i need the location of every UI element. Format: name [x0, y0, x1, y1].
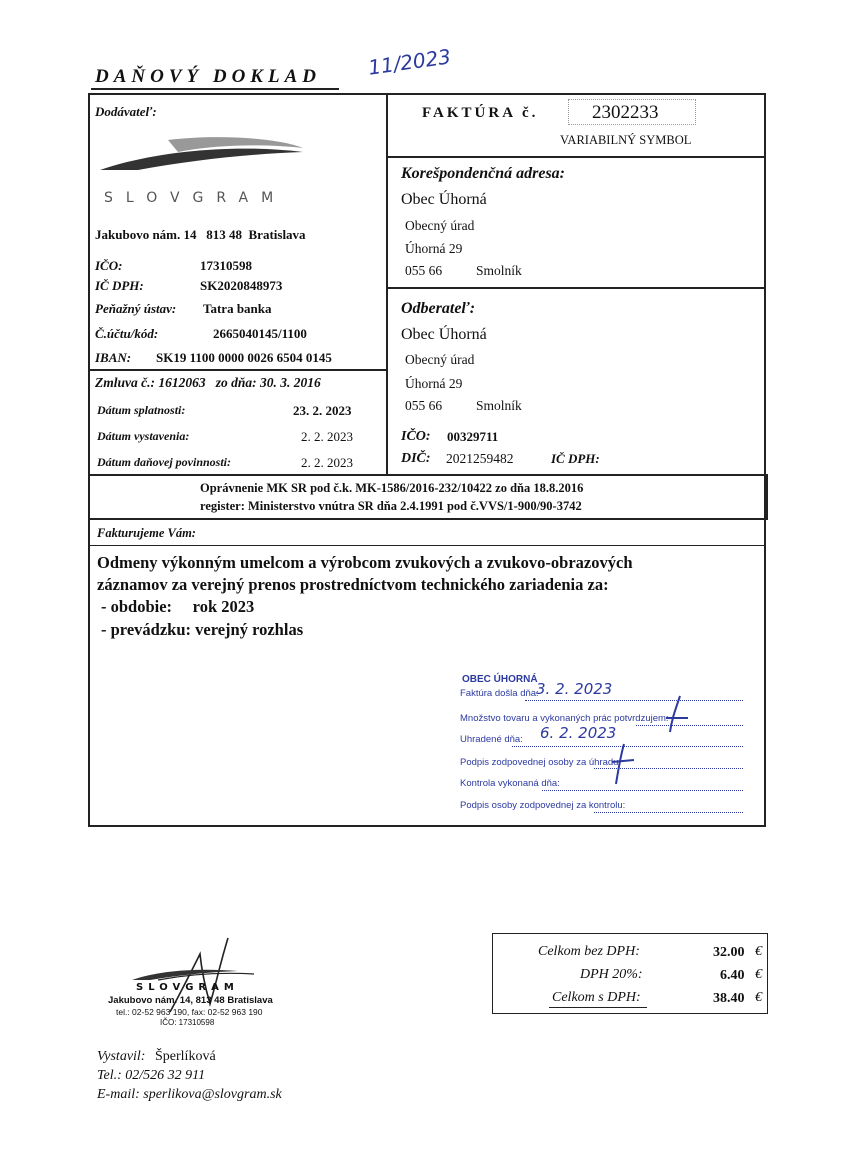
correspondence-line2: Úhorná 29: [405, 241, 463, 256]
billing-text-3: - obdobie: rok 2023: [101, 597, 255, 616]
customer-city: Smolník: [476, 398, 522, 413]
supplier-bank: Tatra banka: [203, 301, 272, 316]
issuer-name: Šperlíková: [155, 1049, 216, 1064]
issuer-email: E-mail: sperlikova@slovgram.sk: [97, 1087, 282, 1102]
title-underline: [91, 88, 339, 90]
stamp-row6-dots: [594, 812, 743, 813]
contract-divider: [88, 369, 386, 371]
supplier-address: Jakubovo nám. 14 813 48 Bratislava: [95, 227, 306, 242]
frame-top: [88, 93, 764, 95]
authorization-line1: Oprávnenie MK SR pod č.k. MK-1586/2016-232/10422 zo dňa 18.8.2016: [200, 481, 584, 495]
stamp-signature: [600, 688, 700, 798]
vat-amount: 6.40: [720, 968, 745, 983]
issuer-label: Vystavil:: [97, 1049, 146, 1064]
total-without-vat: 32.00: [713, 945, 745, 960]
correspondence-name: Obec Úhorná: [401, 191, 487, 208]
supplier-icdph-label: IČ DPH:: [95, 278, 144, 293]
stamp-row5: Kontrola vykonaná dňa:: [460, 778, 560, 789]
billing-heading: Fakturujeme Vám:: [97, 526, 196, 540]
footer-stamp-ico: IČO: 17310598: [160, 1018, 215, 1027]
supplier-iban: SK19 1100 0000 0026 6504 0145: [156, 350, 332, 365]
tax-date-label: Dátum daňovej povinnosti:: [97, 455, 232, 469]
total-without-vat-label: Celkom bez DPH:: [538, 944, 640, 959]
stamp-row4: Podpis zodpovednej osoby za úhradu:: [460, 757, 622, 768]
customer-dic-label: DIČ:: [401, 451, 431, 466]
customer-ico: 00329711: [447, 429, 499, 444]
frame-left: [88, 93, 90, 826]
frame-bottom: [88, 825, 766, 827]
issue-date-label: Dátum vystavenia:: [97, 429, 190, 443]
currency-1: €: [755, 944, 762, 959]
stamp-title: OBEC ÚHORNÁ: [462, 674, 538, 685]
billing-divider: [88, 545, 766, 546]
customer-line2: Úhorná 29: [405, 376, 463, 391]
billing-text-4: - prevádzku: verejný rozhlas: [101, 620, 304, 639]
correspondence-heading: Korešpondenčná adresa:: [401, 165, 566, 182]
stamp-row3: Uhradené dňa:: [460, 734, 523, 745]
due-date-label: Dátum splatnosti:: [97, 403, 186, 417]
supplier-bank-label: Peňažný ústav:: [95, 301, 177, 316]
billing-text-2: záznamov za verejný prenos prostredníctvom technického zariadenia za:: [97, 575, 609, 594]
total-with-vat-label: Celkom s DPH:: [552, 990, 641, 1005]
slovgram-logo-text: SLOVGRAM: [104, 190, 287, 206]
customer-ico-label: IČO:: [401, 429, 431, 444]
supplier-icdph: SK2020848973: [200, 278, 283, 293]
footer-stamp-address: Jakubovo nám. 14, 813 48 Bratislava: [108, 995, 273, 1006]
currency-2: €: [755, 967, 762, 982]
supplier-account: 2665040145/1100: [213, 326, 307, 341]
customer-icdph-label: IČ DPH:: [551, 451, 600, 466]
variable-symbol-label: VARIABILNÝ SYMBOL: [560, 133, 692, 147]
authorization-line2: register: Ministerstvo vnútra SR dňa 2.4.1991 pod č.VVS/1-900/90-3742: [200, 499, 582, 513]
customer-zip: 055 66: [405, 398, 443, 413]
contract-label: Zmluva č.: 1612063 zo dňa: 30. 3. 2016: [95, 375, 321, 390]
issue-date: 2. 2. 2023: [301, 429, 353, 444]
issuer-phone: Tel.: 02/526 32 911: [97, 1068, 206, 1083]
vat-label: DPH 20%:: [580, 967, 643, 982]
footer-stamp-phone: tel.: 02-52 963 190, fax: 02-52 963 190: [116, 1007, 263, 1017]
invoice-label: FAKTÚRA č.: [422, 105, 539, 121]
tax-date: 2. 2. 2023: [301, 455, 353, 470]
invoice-number: 2302233: [592, 102, 659, 123]
supplier-ico: 17310598: [200, 258, 252, 273]
footer-stamp-logo: SLOVGRAM: [136, 982, 239, 993]
correspondence-line1: Obecný úrad: [405, 218, 475, 233]
customer-dic: 2021259482: [446, 451, 514, 466]
currency-3: €: [755, 990, 762, 1005]
customer-heading: Odberateľ:: [401, 300, 476, 317]
correspondence-zip: 055 66: [405, 263, 443, 278]
total-underline: [549, 1007, 647, 1008]
supplier-ico-label: IČO:: [95, 258, 123, 273]
stamp-row6: Podpis osoby zodpovednej za kontrolu:: [460, 800, 626, 811]
handwritten-note: 11/2023: [366, 44, 453, 80]
stamp-row2: Množstvo tovaru a vykonaných prác potvrdzujem:: [460, 713, 669, 724]
customer-name: Obec Úhorná: [401, 326, 487, 343]
slovgram-logo-swoosh: [98, 130, 308, 182]
billing-text-1: Odmeny výkonným umelcom a výrobcom zvukových a zvukovo-obrazových: [97, 553, 633, 572]
stamp-row1: Faktúra došla dňa:: [460, 688, 539, 699]
due-date: 23. 2. 2023: [293, 403, 352, 418]
correspondence-city: Smolník: [476, 263, 522, 278]
supplier-account-label: Č.účtu/kód:: [95, 326, 159, 341]
document-title: DAŇOVÝ DOKLAD: [95, 66, 321, 87]
supplier-iban-label: IBAN:: [95, 350, 132, 365]
supplier-heading: Dodávateľ:: [95, 104, 157, 119]
footer-stamp-logo-swoosh: [130, 962, 240, 984]
total-with-vat: 38.40: [713, 991, 745, 1006]
customer-line1: Obecný úrad: [405, 352, 475, 367]
stamp-row3-handwritten: 6. 2. 2023: [540, 724, 617, 742]
stamp-row1-handwritten: 3. 2. 2023: [536, 680, 613, 698]
